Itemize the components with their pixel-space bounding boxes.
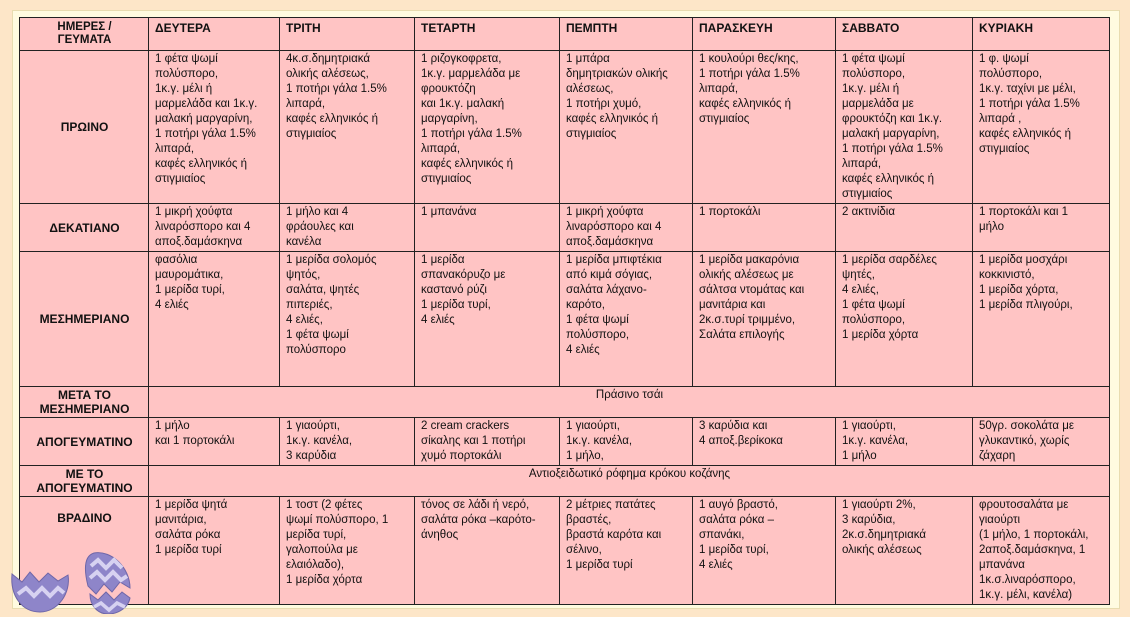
lunch-cell: 1 μερίδα σαρδέλες ψητές, 4 ελιές, 1 φέτα ψωμί πολύσπορο, 1 μερίδα χόρτα: [836, 252, 973, 387]
dinner-cell: φρουτοσαλάτα με γιαούρτι (1 μήλο, 1 πορτοκάλι, 2αποξ.δαμάσκηνα, 1 μπανάνα 1κ.σ.λιναρόσπορο, 1κ.γ. μέλι, κανέλα): [973, 497, 1110, 605]
dinner-cell: 1 τοστ (2 φέτες ψωμί πολύσπορο, 1 μερίδα τυρί, γαλοπούλα με ελαιόλαδο), 1 μερίδα χόρτα: [280, 497, 415, 605]
meal-label-breakfast: ΠΡΩΙΝΟ: [20, 51, 149, 204]
dinner-row: [20, 497, 1110, 605]
after-lunch-row: [20, 387, 1110, 418]
afternoon-cell: 1 γιαούρτι, 1κ.γ. κανέλα, 1 μήλο,: [560, 418, 693, 466]
breakfast-row: [20, 51, 1110, 204]
lunch-cell: 1 μερίδα σολομός ψητός, σαλάτα, ψητές πιπεριές, 4 ελιές, 1 φέτα ψωμί πολύσπορο: [280, 252, 415, 387]
dinner-cell: 1 γιαούρτι 2%, 3 καρύδια, 2κ.σ.δημητριακά ολικής αλέσεως: [836, 497, 973, 605]
breakfast-cell: 1 κουλούρι θες/κης, 1 ποτήρι γάλα 1.5% λιπαρά, καφές ελληνικός ή στιγμιαίος: [693, 51, 836, 204]
snack-cell: 1 μικρή χούφτα λιναρόσπορο και 4 αποξ.δαμάσκηνα: [149, 204, 280, 252]
lunch-row: [20, 252, 1110, 387]
snack-cell: 1 πορτοκάλι: [693, 204, 836, 252]
snack-cell: 1 μικρή χούφτα λιναρόσπορο και 4 αποξ.δαμάσκηνα: [560, 204, 693, 252]
corner-label: ΗΜΕΡΕΣ / ΓΕΥΜΑΤΑ: [20, 18, 149, 51]
with-afternoon-note: Αντιοξειδωτικό ρόφημα κρόκου κοζάνης: [149, 466, 1110, 497]
afternoon-row: [20, 418, 1110, 466]
dinner-cell: 2 μέτριες πατάτες βραστές, βραστά καρότα και σέλινο, 1 μερίδα τυρί: [560, 497, 693, 605]
lunch-cell: φασόλια μαυρομάτικα, 1 μερίδα τυρί, 4 ελιές: [149, 252, 280, 387]
lunch-cell: 1 μερίδα σπανακόρυζο με καστανό ρύζι 1 μερίδα τυρί, 4 ελιές: [415, 252, 560, 387]
meal-label-lunch: ΜΕΣΗΜΕΡΙΑΝΟ: [20, 252, 149, 387]
afternoon-cell: 1 μήλο και 1 πορτοκάλι: [149, 418, 280, 466]
weekly-meal-plan-table: [19, 17, 1110, 605]
dinner-cell: 1 μερίδα ψητά μανιτάρια, σαλάτα ρόκα 1 μερίδα τυρί: [149, 497, 280, 605]
afternoon-cell: 3 καρύδια και 4 αποξ.βερίκοκα: [693, 418, 836, 466]
header-row: [20, 18, 1110, 51]
snack-cell: 1 μήλο και 4 φράουλες και κανέλα: [280, 204, 415, 252]
egg-shell-right: [86, 553, 130, 594]
meal-label-afternoon: ΑΠΟΓΕΥΜΑΤΙΝΟ: [20, 418, 149, 466]
snack-row: [20, 204, 1110, 252]
with-afternoon-row: [20, 466, 1110, 497]
snack-cell: 1 μπανάνα: [415, 204, 560, 252]
day-sunday: ΚΥΡΙΑΚΗ: [973, 18, 1110, 51]
day-monday: ΔΕΥΤΕΡΑ: [149, 18, 280, 51]
lunch-cell: 1 μερίδα μακαρόνια ολικής αλέσεως με σάλτσα ντομάτας και μανιτάρια και 2κ.σ.τυρί τριμμένο, Σαλάτα επιλογής: [693, 252, 836, 387]
lunch-cell: 1 μερίδα μοσχάρι κοκκινιστό, 1 μερίδα χόρτα, 1 μερίδα πλιγούρι,: [973, 252, 1110, 387]
day-tuesday: ΤΡΙΤΗ: [280, 18, 415, 51]
snack-cell: 1 πορτοκάλι και 1 μήλο: [973, 204, 1110, 252]
breakfast-cell: 1 φ. ψωμί πολύσπορο, 1κ.γ. ταχίνι με μέλι, 1 ποτήρι γάλα 1.5% λιπαρά , καφές ελληνικός ή στιγμιαίος: [973, 51, 1110, 204]
meal-label-snack: ΔΕΚΑΤΙΑΝΟ: [20, 204, 149, 252]
breakfast-cell: 4κ.σ.δημητριακά ολικής αλέσεως, 1 ποτήρι γάλα 1.5% λιπαρά, καφές ελληνικός ή στιγμιαίος: [280, 51, 415, 204]
meal-label-with-afternoon: ΜΕ ΤΟ ΑΠΟΓΕΥΜΑΤΙΝΟ: [20, 466, 149, 497]
meal-label-dinner: ΒΡΑΔΙΝΟ: [20, 497, 149, 605]
dinner-cell: 1 αυγό βραστό, σαλάτα ρόκα – σπανάκι, 1 μερίδα τυρί, 4 ελιές: [693, 497, 836, 605]
easter-eggs-icon: [8, 548, 138, 614]
day-saturday: ΣΑΒΒΑΤΟ: [836, 18, 973, 51]
breakfast-cell: 1 μπάρα δημητριακών ολικής αλέσεως, 1 ποτήρι χυμό, καφές ελληνικός ή στιγμιαίος: [560, 51, 693, 204]
afternoon-cell: 1 γιαούρτι, 1κ.γ. κανέλα, 1 μήλο: [836, 418, 973, 466]
afternoon-cell: 50γρ. σοκολάτα με γλυκαντικό, χωρίς ζάχαρη: [973, 418, 1110, 466]
breakfast-cell: 1 φέτα ψωμί πολύσπορο, 1κ.γ. μέλι ή μαρμελάδα με φρουκτόζη και 1κ.γ. μαλακή μαργαρίνη, 1 ποτήρι γάλα 1.5% λιπαρά, καφές ελληνικός ή στιγμιαίος: [836, 51, 973, 204]
afternoon-cell: 1 γιαούρτι, 1κ.γ. κανέλα, 3 καρύδια: [280, 418, 415, 466]
meal-label-after-lunch: ΜΕΤΑ ΤΟ ΜΕΣΗΜΕΡΙΑΝΟ: [20, 387, 149, 418]
day-wednesday: ΤΕΤΑΡΤΗ: [415, 18, 560, 51]
breakfast-cell: 1 ριζογκοφρετα, 1κ.γ. μαρμελάδα με φρουκτόζη και 1κ.γ. μαλακή μαργαρίνη, 1 ποτήρι γάλα 1.5% λιπαρά, καφές ελληνικός ή στιγμιαίος: [415, 51, 560, 204]
dinner-cell: τόνος σε λάδι ή νερό, σαλάτα ρόκα –καρότο- άνηθος: [415, 497, 560, 605]
breakfast-cell: 1 φέτα ψωμί πολύσπορο, 1κ.γ. μέλι ή μαρμελάδα και 1κ.γ. μαλακή μαργαρίνη, 1 ποτήρι γάλα 1.5% λιπαρά, καφές ελληνικός ή στιγμιαίος: [149, 51, 280, 204]
day-thursday: ΠΕΜΠΤΗ: [560, 18, 693, 51]
after-lunch-note: Πράσινο τσάι: [149, 387, 1110, 418]
afternoon-cell: 2 cream crackers σίκαλης και 1 ποτήρι χυμό πορτοκάλι: [415, 418, 560, 466]
snack-cell: 2 ακτινίδια: [836, 204, 973, 252]
lunch-cell: 1 μερίδα μπιφτέκια από κιμά σόγιας, σαλάτα λάχανο- καρότο, 1 φέτα ψωμί πολύσπορο, 4 ελιές: [560, 252, 693, 387]
day-friday: ΠΑΡΑΣΚΕΥΗ: [693, 18, 836, 51]
